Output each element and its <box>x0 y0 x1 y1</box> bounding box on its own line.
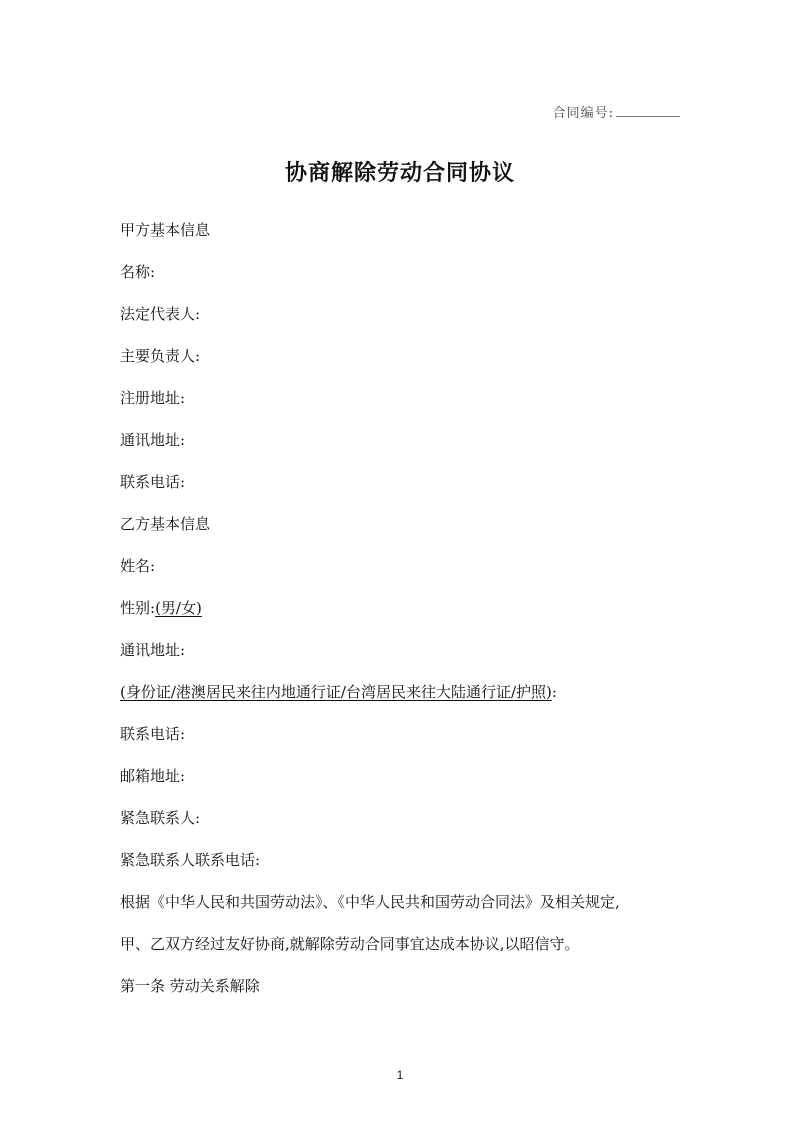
party-a-legal-rep-field: 法定代表人: <box>120 305 201 323</box>
party-b-name-field: 姓名: <box>120 557 156 575</box>
preamble-line-2: 甲、乙双方经过友好协商,就解除劳动合同事宜达成本协议,以昭信守。 <box>120 935 580 953</box>
emergency-phone-field: 紧急联系人联系电话: <box>120 851 261 869</box>
party-b-mail-address-field: 通讯地址: <box>120 641 186 659</box>
party-a-name-field: 名称: <box>120 263 156 281</box>
gender-label: 性别: <box>120 599 156 617</box>
document-title: 协商解除劳动合同协议 <box>284 160 515 186</box>
article-1-heading: 第一条 劳动关系解除 <box>120 977 260 995</box>
page-number: 1 <box>396 1068 404 1082</box>
preamble-line-1: 根据《中华人民和共国劳动法》、《中华人民共和国劳动合同法》及相关规定, <box>120 893 620 911</box>
contract-number-blank <box>616 104 680 117</box>
party-a-mail-address-field: 通讯地址: <box>120 431 186 449</box>
party-a-principal-field: 主要负责人: <box>120 347 201 365</box>
party-b-email-field: 邮箱地址: <box>120 767 186 785</box>
contract-number-label: 合同编号: <box>552 106 614 121</box>
contract-number <box>553 102 680 121</box>
party-b-id-field <box>120 682 557 702</box>
party-b-gender-field <box>120 598 202 618</box>
party-a-reg-address-field: 注册地址: <box>120 389 186 407</box>
party-a-phone-field: 联系电话: <box>120 473 186 491</box>
id-colon: : <box>551 683 557 701</box>
gender-options: (男/女) <box>155 599 202 617</box>
emergency-contact-field: 紧急联系人: <box>120 809 201 827</box>
id-type-options: (身份证/港澳居民来往内地通行证/台湾居民来往大陆通行证/护照) <box>120 683 552 701</box>
party-b-phone-field: 联系电话: <box>120 725 186 743</box>
party-a-section-heading: 甲方基本信息 <box>120 221 211 239</box>
party-b-section-heading: 乙方基本信息 <box>120 515 211 533</box>
